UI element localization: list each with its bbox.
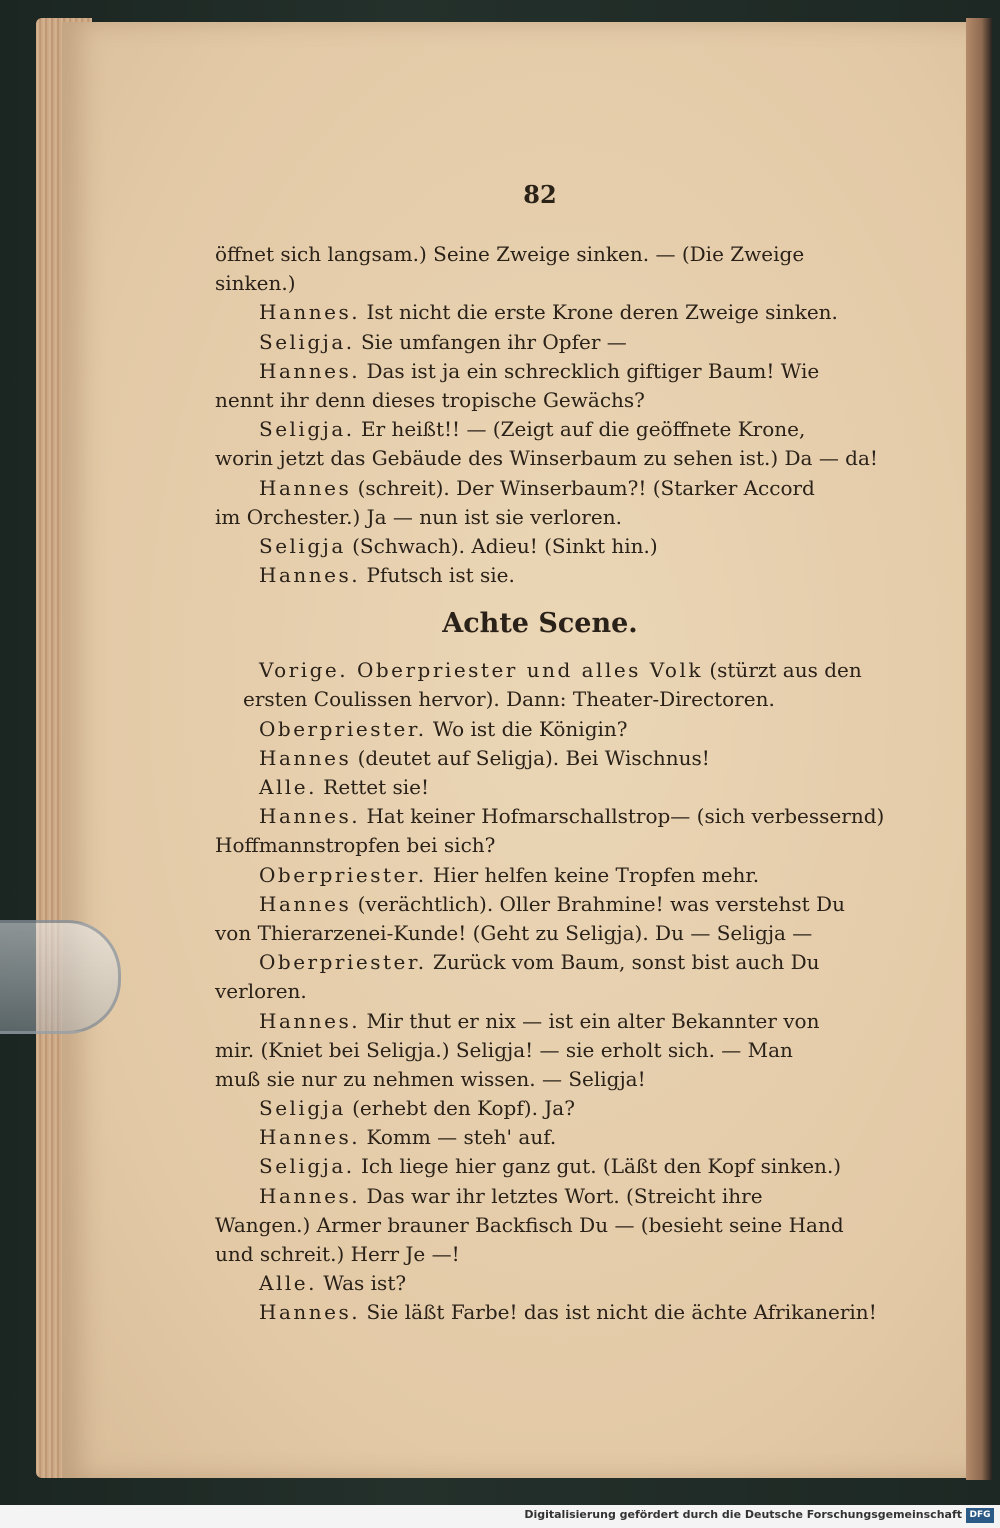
line-text: (verächtlich). Oller Brahmine! was verstehst Du (357, 891, 845, 916)
text-line (215, 561, 865, 590)
line-text: Ich liege hier ganz gut. (Läßt den Kopf sinken.) (360, 1154, 842, 1179)
line-text: mir. (Kniet bei Seligja.) Seligja! — sie erholt sich. — Man (215, 1037, 793, 1062)
line-text: Was ist? (323, 1271, 407, 1296)
line-text: Wangen.) Armer brauner Backfisch Du — (besieht seine Hand (215, 1212, 844, 1237)
text-line (215, 474, 865, 503)
text-line (215, 1152, 865, 1181)
text-line (215, 444, 878, 473)
speaker-name: Oberpriester. (259, 950, 427, 975)
line-text: worin jetzt das Gebäude des Winserbaum zu sehen ist.) Da — da! (215, 446, 878, 471)
speaker-name: Hannes. (259, 1300, 361, 1325)
speaker-name: Hannes. (259, 804, 361, 829)
speaker-name: Hannes. (259, 358, 361, 383)
text-line (215, 831, 865, 860)
speaker-name: Oberpriester. (259, 862, 427, 887)
speaker-name: Seligja. (259, 329, 355, 354)
speaker-name: Hannes. (259, 1125, 361, 1150)
speaker-name: Hannes (259, 745, 352, 770)
line-text: Er heißt!! — (Zeigt auf die geöffnete Krone, (360, 417, 806, 442)
text-line (215, 977, 865, 1006)
text-line (215, 1211, 865, 1240)
speaker-name: Alle. (259, 775, 317, 799)
text-after-heading (215, 656, 885, 1327)
speaker-name: Hannes. (259, 1008, 361, 1033)
line-text: Rettet sie! (323, 775, 430, 799)
speaker-name: Hannes. (259, 1183, 361, 1208)
footer-credit: Digitalisierung gefördert durch die Deutsche Forschungsgemeinschaft (524, 1508, 962, 1521)
text-line (215, 802, 885, 831)
line-text: Sie läßt Farbe! das ist nicht die ächte Afrikanerin! (366, 1300, 877, 1325)
line-text: Zurück vom Baum, sonst bist auch Du (432, 950, 820, 975)
line-text: im Orchester.) Ja — nun ist sie verloren. (215, 504, 622, 529)
text-line (215, 1036, 865, 1065)
text-line (215, 386, 865, 415)
text-line (215, 919, 865, 948)
speaker-name: Hannes. (259, 300, 361, 325)
text-line (215, 744, 865, 773)
line-text: (Schwach). Adieu! (Sinkt hin.) (352, 533, 658, 558)
speaker-name: Seligja. (259, 417, 355, 442)
line-text: muß sie nur zu nehmen wissen. — Seligja! (215, 1066, 646, 1091)
speaker-name: Hannes. (259, 563, 361, 588)
line-text: (deutet auf Seligja). Bei Wischnus! (357, 745, 710, 770)
text-line (215, 861, 865, 890)
line-text: Hoffmannstropfen bei sich? (215, 833, 496, 858)
page-number: 82 (523, 180, 557, 209)
text-line (215, 240, 865, 269)
line-text: verloren. (215, 979, 307, 1004)
text-line (215, 532, 865, 561)
speaker-name: Seligja (259, 1096, 346, 1121)
speaker-name: Alle. (259, 1271, 317, 1296)
text-line (215, 715, 865, 744)
text-line (215, 328, 865, 357)
text-line (215, 948, 865, 977)
speaker-name: Oberpriester. (259, 716, 427, 741)
dfg-logo-icon: DFG (966, 1508, 994, 1523)
line-text: von Thierarzenei-Kunde! (Geht zu Seligja). Du — Seligja — (215, 920, 813, 945)
text-line (215, 1298, 877, 1327)
line-text: Das ist ja ein schrecklich giftiger Baum! Wie (366, 358, 820, 383)
text-line (215, 269, 865, 298)
text-line (215, 1065, 865, 1094)
text-line (215, 503, 865, 532)
speaker-name: Seligja. (259, 1154, 355, 1179)
line-text: Sie umfangen ihr Opfer — (360, 329, 627, 354)
line-text: sinken.) (215, 271, 296, 296)
text-line (215, 773, 865, 802)
speaker-name: Hannes (259, 475, 352, 500)
page-clip (0, 920, 121, 1034)
line-text: (schreit). Der Winserbaum?! (Starker Accord (357, 475, 815, 500)
line-text: Ist nicht die erste Krone deren Zweige sinken. (366, 300, 838, 325)
line-text: (stürzt aus den (709, 658, 862, 683)
text-line (215, 357, 865, 386)
line-text: Hier helfen keine Tropfen mehr. (432, 862, 760, 887)
speaker-name: Seligja (259, 533, 346, 558)
text-line (215, 1123, 865, 1152)
text-line (215, 1269, 865, 1298)
text-line (215, 1182, 865, 1211)
line-text: Pfutsch ist sie. (366, 563, 515, 588)
line-text: und schreit.) Herr Je —! (215, 1242, 460, 1266)
line-text: Das war ihr letztes Wort. (Streicht ihre (366, 1183, 763, 1208)
digitization-footer (0, 1505, 1000, 1528)
play-text (215, 240, 885, 1328)
line-text: Mir thut er nix — ist ein alter Bekannter von (366, 1008, 820, 1033)
text-line (215, 298, 865, 327)
text-line (215, 685, 865, 714)
speaker-name: Vorige. Oberpriester und alles Volk (259, 658, 703, 683)
line-text: ersten Coulissen hervor). Dann: Theater-Directoren. (243, 687, 775, 712)
line-text: öffnet sich langsam.) Seine Zweige sinken. — (Die Zweige (215, 242, 805, 266)
text-line (215, 1240, 865, 1269)
text-line (215, 890, 865, 919)
text-before-heading (215, 240, 878, 590)
line-text: nennt ihr denn dieses tropische Gewächs? (215, 387, 645, 412)
line-text: Hat keiner Hofmarschallstrop— (sich verbessernd) (366, 804, 885, 829)
text-line (215, 415, 865, 444)
line-text: (erhebt den Kopf). Ja? (352, 1096, 575, 1121)
text-line (215, 1007, 865, 1036)
text-line (215, 656, 865, 685)
speaker-name: Hannes (259, 891, 352, 916)
text-line (215, 1094, 865, 1123)
scene-heading: Achte Scene. (442, 608, 638, 640)
line-text: Wo ist die Königin? (432, 716, 628, 741)
book-spine-edge (966, 18, 992, 1480)
line-text: Komm — steh' auf. (366, 1125, 557, 1150)
